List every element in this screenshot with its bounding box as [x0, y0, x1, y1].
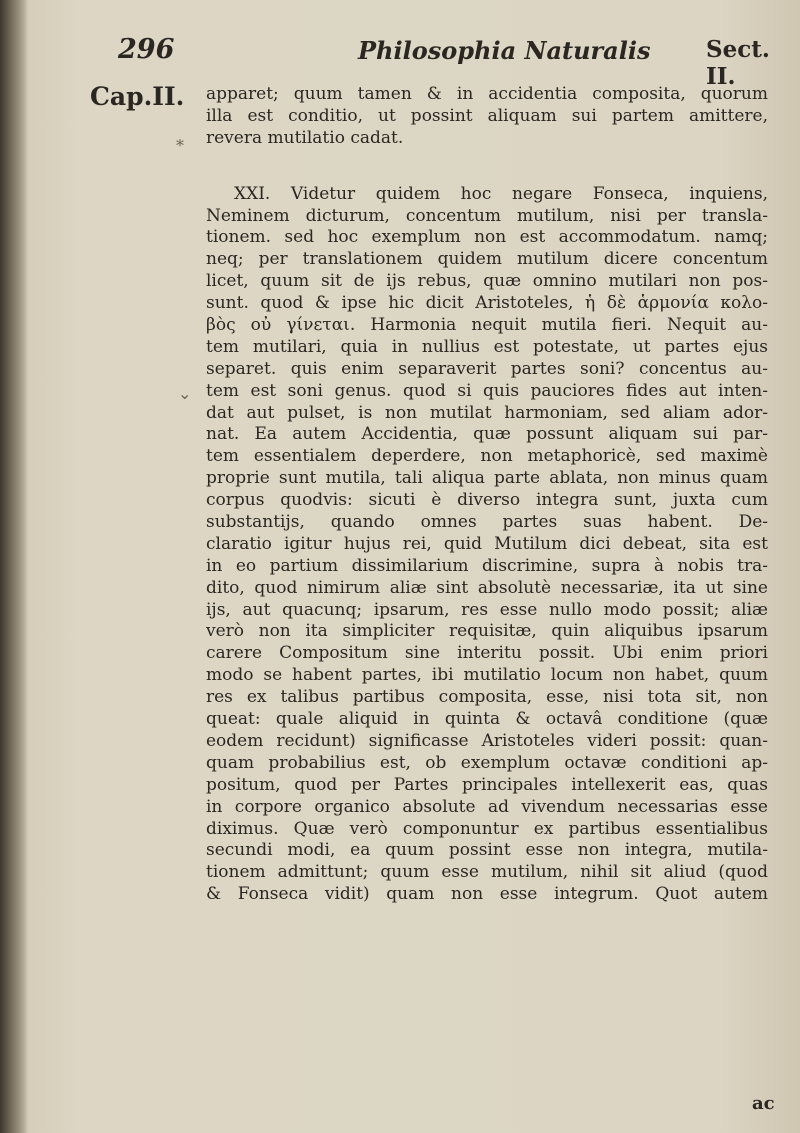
text-line: proprie sunt mutila, tali aliqua parte ablata, non minus quam [206, 468, 768, 489]
text-line: tem mutilari, quia in nullius est potestate, ut partes ejus [206, 336, 768, 357]
text-line: in corpore organico absolute ad vivendum necessarias esse [206, 796, 768, 817]
text-line: Neminem dicturum, concentum mutilum, nisi per transla- [206, 205, 768, 226]
text-line: dat aut pulset, is non mutilat harmoniam, sed aliam ador- [206, 402, 768, 423]
text-line: apparet; quum tamen & in accidentia composita, quorum [206, 84, 768, 104]
text-line: verò non ita simpliciter requisitæ, quin aliquibus ipsarum [206, 621, 768, 642]
text-line: ijs, aut quacunq; ipsarum, res esse nullo modo possit; aliæ [206, 599, 768, 620]
margin-mark: * [176, 136, 184, 155]
body-text [206, 84, 768, 906]
text-line: in eo partium dissimilarium discrimine, supra à nobis tra- [206, 555, 768, 576]
catchword: ac [752, 1093, 775, 1114]
page-number: 296 [118, 34, 175, 65]
text-line: & Fonseca vidit) quam non esse integrum. Quot autem [206, 884, 768, 905]
text-line: XXI. Videtur quidem hoc negare Fonseca, inquiens, [234, 183, 768, 204]
text-line: tem essentialem deperdere, non metaphoricè, sed maximè [206, 446, 768, 467]
text-line: eodem recidunt) significasse Aristoteles videri possit: quan- [206, 730, 768, 751]
text-line: modo se habent partes, ibi mutilatio locum non habet, quum [206, 665, 768, 686]
text-line: res ex talibus partibus composita, esse, nisi tota sit, non [206, 687, 768, 708]
text-line: positum, quod per Partes principales intellexerit eas, quas [206, 774, 768, 795]
section-label: Sect. II. [706, 36, 770, 90]
running-title: Philosophia Naturalis [358, 36, 651, 65]
running-header [118, 34, 798, 90]
text-line: diximus. Quæ verò componuntur ex partibus essentialibus [206, 818, 768, 839]
text-line: claratio igitur hujus rei, quid Mutilum dici debeat, sita est [206, 533, 768, 554]
text-line: dito, quod nimirum aliæ sint absolutè necessariæ, ita ut sine [206, 577, 768, 598]
text-line: queat: quale aliquid in quinta & octavâ conditione (quæ [206, 709, 768, 730]
text-line: separet. quis enim separaverit partes soni? concentus au- [206, 358, 768, 379]
text-line: tem est soni genus. quod si quis pauciores fides aut inten- [206, 380, 768, 401]
text-line: βὸς οὐ γίνεται. Harmonia nequit mutila fieri. Nequit au- [206, 315, 768, 336]
text-line: quam probabilius est, ob exemplum octavæ conditioni ap- [206, 752, 768, 773]
text-line: neq; per translationem quidem mutilum dicere concentum [206, 249, 768, 270]
text-line: revera mutilatio cadat. [206, 127, 404, 148]
text-line: secundi modi, ea quum possint esse non integra, mutila- [206, 840, 768, 861]
margin-mark: ⌄ [178, 384, 192, 403]
text-line: licet, quum sit de ijs rebus, quæ omnino mutilari non pos- [206, 271, 768, 292]
text-line: substantijs, quando omnes partes suas habent. De- [206, 512, 768, 533]
text-line: nat. Ea autem Accidentia, quæ possunt aliquam sui par- [206, 424, 768, 445]
text-line: illa est conditio, ut possint aliquam sui partem amittere, [206, 105, 768, 126]
text-line: sunt. quod & ipse hic dicit Aristoteles, ἡ δὲ ἁρμονία κολο- [206, 293, 768, 314]
chapter-margin-label: Cap.II. [90, 82, 185, 111]
text-line: corpus quodvis: sicuti è diverso integra sunt, juxta cum [206, 490, 768, 511]
text-line: carere Compositum sine interitu possit. Ubi enim priori [206, 643, 768, 664]
book-gutter [0, 0, 28, 1133]
text-line: tionem. sed hoc exemplum non est accommodatum. namq; [206, 227, 768, 248]
text-line: tionem admittunt; quum esse mutilum, nihil sit aliud (quod [206, 862, 768, 883]
